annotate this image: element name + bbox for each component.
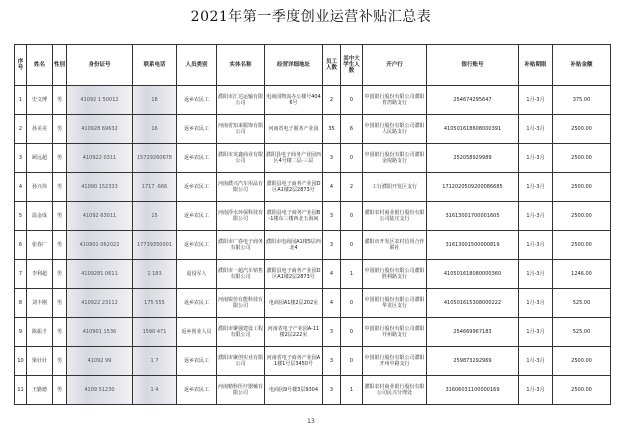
- table-cell: 濮阳市电商园A1楼5层西北4: [265, 231, 323, 260]
- column-header: 其中大学生人数: [341, 45, 363, 86]
- table-cell: 410928 69632: [67, 115, 133, 144]
- table-cell: 中国银行股份有限公司濮阳金堤路支行: [363, 144, 427, 173]
- table-cell: 3: [323, 318, 341, 347]
- table-cell: 4: [15, 173, 27, 202]
- table-cell: 6: [341, 115, 363, 144]
- table-cell: 电商园物流办公楼号4046号: [265, 86, 323, 115]
- table-cell: 410922 0311: [67, 144, 133, 173]
- table-cell: 王勤德: [27, 376, 53, 405]
- table-cell: 16: [133, 115, 177, 144]
- table-cell: 4109 51230: [67, 376, 133, 405]
- column-header: 性别: [53, 45, 67, 86]
- table-cell: 1月-3月: [519, 86, 553, 115]
- table-cell: 1月-3月: [519, 231, 553, 260]
- table-cell: 0: [341, 231, 363, 260]
- table-cell: 濮阳农村商业银行股份有限公司陆庄支行: [363, 202, 427, 231]
- table-cell: 35: [323, 115, 341, 144]
- table-cell: 濮阳县电子商务产业园D区A1楼2层2873号: [265, 173, 323, 202]
- column-header: 实体名称: [217, 45, 265, 86]
- table-cell: 河南浮水环保科技有限公司: [217, 202, 265, 231]
- table-cell: 7: [15, 260, 27, 289]
- table-cell: 濮阳市聚创实业有限公司: [217, 347, 265, 376]
- table-cell: 1月-3月: [519, 289, 553, 318]
- table-cell: 濮阳县电子商务产业园D区A1楼2层2873号: [265, 260, 323, 289]
- table-cell: 2500.00: [553, 115, 611, 144]
- column-header: 银行账号: [427, 45, 519, 86]
- table-cell: 4: [323, 260, 341, 289]
- table-cell: 男: [53, 144, 67, 173]
- table-cell: 41092 99: [67, 347, 133, 376]
- column-header: 姓名: [27, 45, 53, 86]
- table-cell: 返乡创业人员: [177, 318, 217, 347]
- table-cell: 0: [341, 347, 363, 376]
- table-cell: 返乡农民工: [177, 347, 217, 376]
- column-header: 序号: [15, 45, 27, 86]
- column-header: 员工人数: [323, 45, 341, 86]
- table-cell: 濮阳市汇达运输有限公司: [217, 86, 265, 115]
- table-cell: 10: [15, 347, 27, 376]
- table-cell: 河南锐佳有能科技有限公司: [217, 289, 265, 318]
- table-cell: 410901 1536: [67, 318, 133, 347]
- table-cell: 男: [53, 260, 67, 289]
- column-header: 开户行: [363, 45, 427, 86]
- table-cell: 410901 062022: [67, 231, 133, 260]
- table-cell: 0: [341, 202, 363, 231]
- table-cell: 6: [15, 231, 27, 260]
- table-cell: 259873292969: [427, 347, 519, 376]
- table-cell: 375.00: [553, 86, 611, 115]
- table-cell: 1: [341, 260, 363, 289]
- table-cell: 252058929989: [427, 144, 519, 173]
- table-cell: 返乡农民工: [177, 231, 217, 260]
- column-header: 经营详细地址: [265, 45, 323, 86]
- table-cell: 1246.00: [553, 260, 611, 289]
- table-cell: 4109281 0611: [67, 260, 133, 289]
- table-row: [15, 231, 611, 260]
- table-cell: 史文博: [27, 86, 53, 115]
- table-cell: 15: [133, 202, 177, 231]
- table-cell: 男: [53, 231, 67, 260]
- table-cell: 0: [341, 86, 363, 115]
- table-cell: 孙美美: [27, 115, 53, 144]
- table-header-row: [15, 45, 611, 86]
- table-row: [15, 376, 611, 405]
- table-cell: 1: [15, 86, 27, 115]
- table-cell: 2: [323, 86, 341, 115]
- table-cell: 254669967183: [427, 318, 519, 347]
- table-cell: 男: [53, 376, 67, 405]
- document-title: 2021年第一季度创业运营补贴汇总表: [190, 9, 432, 25]
- table-cell: 5: [15, 202, 27, 231]
- table-cell: 3: [323, 202, 341, 231]
- table-row: [15, 115, 611, 144]
- table-cell: 9: [15, 318, 27, 347]
- table-cell: 工行濮阳开发区支行: [363, 173, 427, 202]
- table-cell: 中国银行股份有限公司濮阳胜利路支行: [363, 260, 427, 289]
- table-cell: 2: [341, 173, 363, 202]
- table-cell: 0: [341, 318, 363, 347]
- table-cell: 1590 471: [133, 318, 177, 347]
- table-cell: 返乡农民工: [177, 202, 217, 231]
- table-cell: 中国银行股份有限公司濮阳华龙区支行: [363, 289, 427, 318]
- table-cell: 4: [323, 289, 341, 318]
- page-number: 13: [307, 418, 315, 425]
- table-cell: 410501615308000222: [427, 289, 519, 318]
- table-cell: 0: [341, 144, 363, 173]
- table-cell: 41092 1 50012: [67, 86, 133, 115]
- table-cell: 2: [15, 115, 27, 144]
- table-cell: 8: [15, 289, 27, 318]
- table-cell: 41090 152333: [67, 173, 133, 202]
- table-cell: 1月-3月: [519, 347, 553, 376]
- table-cell: 1: [341, 376, 363, 405]
- table-cell: 4: [323, 173, 341, 202]
- table-cell: 李利超: [27, 260, 53, 289]
- table-cell: 410501618080000360: [427, 260, 519, 289]
- column-header: 人员类别: [177, 45, 217, 86]
- table-cell: 11: [15, 376, 27, 405]
- column-header: 补贴期限: [519, 45, 553, 86]
- table-cell: 顾远超: [27, 144, 53, 173]
- table-cell: 男: [53, 289, 67, 318]
- table-cell: 175 555: [133, 289, 177, 318]
- table-cell: 电商园9号楼3层9304: [265, 376, 323, 405]
- table-cell: 男: [53, 347, 67, 376]
- subsidy-table: [14, 44, 611, 405]
- table-cell: 男: [53, 202, 67, 231]
- table-cell: 525.00: [553, 318, 611, 347]
- table-cell: 中国银行股份有限公司濮阳开州中路支行: [363, 347, 427, 376]
- table-cell: 男: [53, 318, 67, 347]
- table-cell: 濮阳市广春电子商务有限公司: [217, 231, 265, 260]
- table-cell: 254674295647: [427, 86, 519, 115]
- table-row: [15, 260, 611, 289]
- table-cell: 濮阳农村商业银行股份有限公司民兴分理处: [363, 376, 427, 405]
- table-cell: 陈振才: [27, 318, 53, 347]
- table-cell: 0: [341, 289, 363, 318]
- table-cell: 31606031100000169: [427, 376, 519, 405]
- table-cell: 河南濮兴汽车用品有限公司: [217, 173, 265, 202]
- table-cell: 18: [133, 86, 177, 115]
- table-cell: 3: [323, 347, 341, 376]
- table-cell: 梁壮壮: [27, 347, 53, 376]
- table-cell: 410501618608000391: [427, 115, 519, 144]
- table-cell: 17739350001: [133, 231, 177, 260]
- table-cell: 温金成: [27, 202, 53, 231]
- table-cell: 返乡农民工: [177, 144, 217, 173]
- table-cell: 返乡农民工: [177, 376, 217, 405]
- table-cell: 濮阳县电子商务产业园西区4号楼二层·三层: [265, 144, 323, 173]
- table-cell: 1月-3月: [519, 376, 553, 405]
- table-cell: 张春广: [27, 231, 53, 260]
- table-cell: 濮阳市一超汽车销售有限公司: [217, 260, 265, 289]
- table-cell: 返乡农民工: [177, 173, 217, 202]
- table-cell: 1月-3月: [519, 202, 553, 231]
- table-row: [15, 202, 611, 231]
- table-cell: 1月-3月: [519, 260, 553, 289]
- table-cell: 孙兴伟: [27, 173, 53, 202]
- table-cell: 31613001700001605: [427, 202, 519, 231]
- table-cell: 1月-3月: [519, 144, 553, 173]
- table-cell: 1 7: [133, 347, 177, 376]
- table-body: [15, 86, 611, 405]
- table-cell: 3: [323, 144, 341, 173]
- table-cell: 濮阳市聚强建设工程有限公司: [217, 318, 265, 347]
- table-cell: 返乡农民工: [177, 289, 217, 318]
- table-cell: 退役军人: [177, 260, 217, 289]
- table-cell: 2500.00: [553, 173, 611, 202]
- table-cell: 15729260678: [133, 144, 177, 173]
- table-cell: 3: [323, 376, 341, 405]
- table-cell: 男: [53, 86, 67, 115]
- table-cell: 525.00: [553, 289, 611, 318]
- table-cell: 河南精科医疗器械有限公司: [217, 376, 265, 405]
- table-row: [15, 347, 611, 376]
- table-cell: 河南省电子产业园A-11楼2层222室: [265, 318, 323, 347]
- table-cell: 河南省电子商务产业园A1楼1号层3450号: [265, 347, 323, 376]
- table-cell: 1 4: [133, 376, 177, 405]
- table-row: [15, 144, 611, 173]
- table-cell: 中国银行股份有限公司濮阳开州路支行: [363, 318, 427, 347]
- table-cell: 濮阳县电子商务产业园B-1楼东三楼西北五海间: [265, 202, 323, 231]
- table-row: [15, 318, 611, 347]
- table-row: [15, 173, 611, 202]
- table-cell: 中国银行股份有限公司濮阳人民路支行: [363, 115, 427, 144]
- table-cell: 濮阳市开发区农村信用合作联社: [363, 231, 427, 260]
- table-row: [15, 289, 611, 318]
- table-cell: 男: [53, 115, 67, 144]
- table-cell: 中国银行股份有限公司濮阳育湾路支行: [363, 86, 427, 115]
- table-cell: 1 183: [133, 260, 177, 289]
- table-cell: 男: [53, 173, 67, 202]
- table-cell: 1712020509200086685: [427, 173, 519, 202]
- table-cell: 1月-3月: [519, 318, 553, 347]
- table-cell: 2500.00: [553, 347, 611, 376]
- table-cell: 返乡农民工: [177, 86, 217, 115]
- column-header: 补贴金额: [553, 45, 611, 86]
- table-cell: 3: [15, 144, 27, 173]
- table-cell: 2500.00: [553, 144, 611, 173]
- table-cell: 31613001500000819: [427, 231, 519, 260]
- table-cell: 1月-3月: [519, 173, 553, 202]
- table-cell: 返乡农民工: [177, 115, 217, 144]
- table-cell: 41092 63011: [67, 202, 133, 231]
- table-cell: 2500.00: [553, 231, 611, 260]
- table-cell: 410922 23112: [67, 289, 133, 318]
- table-cell: 2500.00: [553, 202, 611, 231]
- table-cell: 3: [323, 231, 341, 260]
- table-cell: 电商园A1楼2层202室: [265, 289, 323, 318]
- column-header: 身份证号: [67, 45, 133, 86]
- table-cell: 河南省电子服务产业园: [265, 115, 323, 144]
- table-cell: 刘丰刚: [27, 289, 53, 318]
- table-cell: 1月-3月: [519, 115, 553, 144]
- table-cell: 河南省知来服饰有限公司: [217, 115, 265, 144]
- table-row: [15, 86, 611, 115]
- table-cell: 1717 .666: [133, 173, 177, 202]
- table-cell: 濮阳市龙鑫商业有限公司: [217, 144, 265, 173]
- column-header: 联系电话: [133, 45, 177, 86]
- table-cell: 2500.00: [553, 376, 611, 405]
